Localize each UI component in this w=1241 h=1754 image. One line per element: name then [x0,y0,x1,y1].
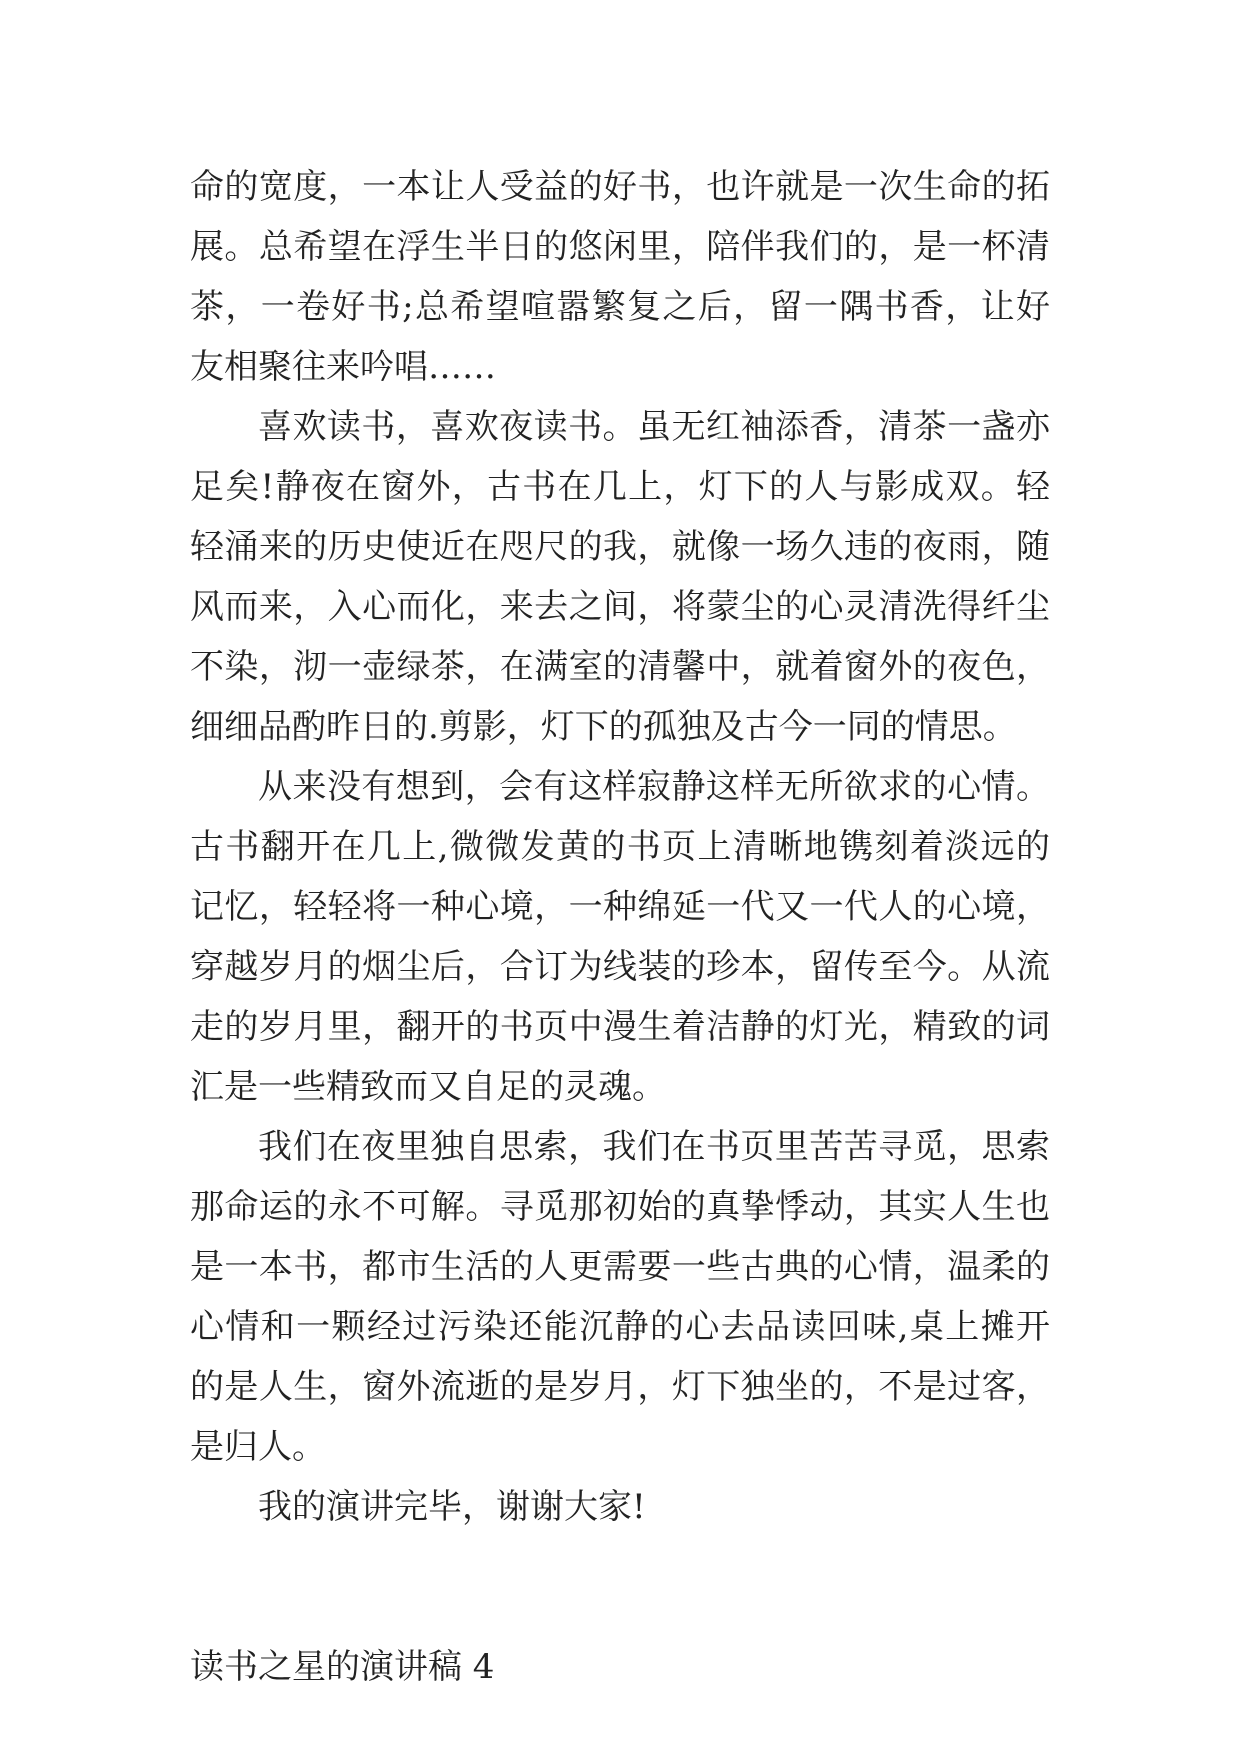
section-heading: 读书之星的演讲稿 4 [190,1647,495,1687]
paragraph-5: 我的演讲完毕，谢谢大家! [258,1487,646,1527]
paragraph-4: 我们在夜里独自思索，我们在书页里苦苦寻觅，思索那命运的永不可解。寻觅那初始的真挚悸动，其实人生也是一本书，都市生活的人更需要一些古典的心情，温柔的心情和一颗经过污染还能沉静的心去品读回味,桌上摊开的是人生，窗外流逝的是岁月，灯下独坐的，不是过客，是归人。 [190,1127,1050,1467]
paragraph-1: 命的宽度，一本让人受益的好书，也许就是一次生命的拓展。总希望在浮生半日的悠闲里，陪伴我们的，是一杯清茶，一卷好书;总希望喧嚣繁复之后，留一隅书香，让好友相聚往来吟唱…… [190,167,1050,387]
section-gap [190,1537,1050,1637]
paragraph-2: 喜欢读书，喜欢夜读书。虽无红袖添香，清茶一盏亦足矣!静夜在窗外，古书在几上，灯下的人与影成双。轻轻涌来的历史使近在咫尺的我，就像一场久违的夜雨，随风而来，入心而化，来去之间，将蒙尘的心灵清洗得纤尘不染，沏一壶绿茶，在满室的清馨中，就着窗外的夜色，细细品酌昨日的.剪影，灯下的孤独及古今一同的情思。 [190,407,1050,747]
document-body [190,157,1050,1697]
paragraph-3: 从来没有想到，会有这样寂静这样无所欲求的心情。古书翻开在几上,微微发黄的书页上清晰地镌刻着淡远的记忆，轻轻将一种心境，一种绵延一代又一代人的心境，穿越岁月的烟尘后，合订为线装的珍本，留传至今。从流走的岁月里，翻开的书页中漫生着洁静的灯光，精致的词汇是一些精致而又自足的灵魂。 [190,767,1050,1107]
